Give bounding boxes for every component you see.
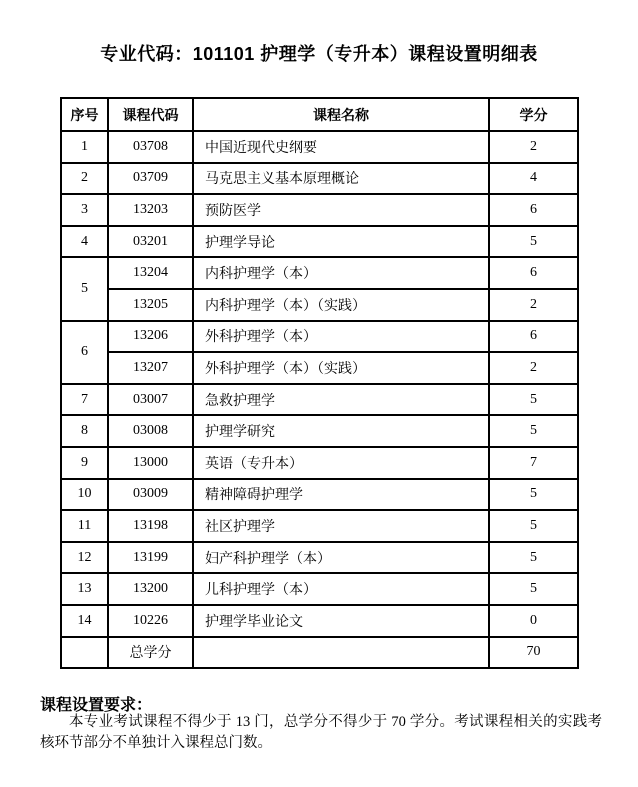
credits-cell: 2 (489, 131, 578, 163)
code-cell: 13200 (108, 573, 193, 605)
credits-cell: 2 (489, 352, 578, 384)
requirements-heading: 课程设置要求： (40, 697, 153, 714)
code-cell: 03007 (108, 384, 193, 416)
name-cell: 护理学导论 (193, 226, 489, 258)
credits-cell: 0 (489, 605, 578, 637)
name-cell: 护理学研究 (193, 415, 489, 447)
table-row (61, 384, 578, 416)
name-cell: 英语（专升本） (193, 447, 489, 479)
table-row (61, 226, 578, 258)
code-cell: 03708 (108, 131, 193, 163)
name-cell: 妇产科护理学（本） (193, 542, 489, 574)
header-name: 课程名称 (193, 98, 489, 131)
table-row (61, 605, 578, 637)
table-row (61, 289, 578, 321)
code-cell: 13203 (108, 194, 193, 226)
total-name-cell (193, 637, 489, 669)
credits-cell: 6 (489, 321, 578, 353)
header-seq: 序号 (61, 98, 108, 131)
credits-cell: 5 (489, 226, 578, 258)
name-cell: 急救护理学 (193, 384, 489, 416)
code-cell: 13204 (108, 257, 193, 289)
name-cell: 护理学毕业论文 (193, 605, 489, 637)
code-cell: 10226 (108, 605, 193, 637)
name-cell: 内科护理学（本） (193, 257, 489, 289)
name-cell: 外科护理学（本）（实践） (193, 352, 489, 384)
total-credits-cell: 70 (489, 637, 578, 669)
credits-cell: 5 (489, 542, 578, 574)
name-cell: 预防医学 (193, 194, 489, 226)
seq-cell: 11 (61, 510, 108, 542)
credits-cell: 4 (489, 163, 578, 195)
name-cell: 儿科护理学（本） (193, 573, 489, 605)
credits-cell: 5 (489, 384, 578, 416)
table-row (61, 542, 578, 574)
seq-cell-merged: 5 (61, 257, 108, 320)
table-row (61, 415, 578, 447)
seq-cell: 12 (61, 542, 108, 574)
table-row (61, 510, 578, 542)
seq-cell: 3 (61, 194, 108, 226)
credits-cell: 5 (489, 573, 578, 605)
table-header (61, 98, 578, 131)
credits-cell: 5 (489, 510, 578, 542)
code-cell: 03201 (108, 226, 193, 258)
code-cell: 13206 (108, 321, 193, 353)
name-cell: 社区护理学 (193, 510, 489, 542)
table-row (61, 194, 578, 226)
requirements-body: 本专业考试课程不得少于 13 门，总学分不得少于 70 学分。考试课程相关的实践考核环节部分不单独计入课程总门数。 (40, 714, 602, 751)
seq-cell: 8 (61, 415, 108, 447)
name-cell: 内科护理学（本）（实践） (193, 289, 489, 321)
code-cell: 03009 (108, 479, 193, 511)
table-row (61, 352, 578, 384)
header-row (61, 98, 578, 131)
course-table (60, 97, 579, 669)
credits-cell: 6 (489, 194, 578, 226)
name-cell: 精神障碍护理学 (193, 479, 489, 511)
credits-cell: 2 (489, 289, 578, 321)
table-row (61, 447, 578, 479)
credits-cell: 6 (489, 257, 578, 289)
seq-cell: 7 (61, 384, 108, 416)
code-cell: 13199 (108, 542, 193, 574)
code-cell: 13000 (108, 447, 193, 479)
total-seq-cell (61, 637, 108, 669)
code-cell: 03709 (108, 163, 193, 195)
seq-cell: 1 (61, 131, 108, 163)
code-cell: 13207 (108, 352, 193, 384)
page-title: 专业代码：101101 护理学（专升本）课程设置明细表 (100, 44, 538, 64)
credits-cell: 5 (489, 415, 578, 447)
seq-cell: 13 (61, 573, 108, 605)
total-label-cell: 总学分 (108, 637, 193, 669)
seq-cell-merged: 6 (61, 321, 108, 384)
table-row (61, 163, 578, 195)
table-row (61, 131, 578, 163)
table-row (61, 257, 578, 289)
seq-cell: 4 (61, 226, 108, 258)
table-row (61, 479, 578, 511)
seq-cell: 14 (61, 605, 108, 637)
name-cell: 马克思主义基本原理概论 (193, 163, 489, 195)
code-cell: 13205 (108, 289, 193, 321)
credits-cell: 5 (489, 479, 578, 511)
header-code: 课程代码 (108, 98, 193, 131)
seq-cell: 10 (61, 479, 108, 511)
seq-cell: 9 (61, 447, 108, 479)
total-row (61, 637, 578, 669)
name-cell: 外科护理学（本） (193, 321, 489, 353)
seq-cell: 2 (61, 163, 108, 195)
table-row (61, 321, 578, 353)
credits-cell: 7 (489, 447, 578, 479)
table-row (61, 573, 578, 605)
code-cell: 13198 (108, 510, 193, 542)
header-credits: 学分 (489, 98, 578, 131)
code-cell: 03008 (108, 415, 193, 447)
name-cell: 中国近现代史纲要 (193, 131, 489, 163)
